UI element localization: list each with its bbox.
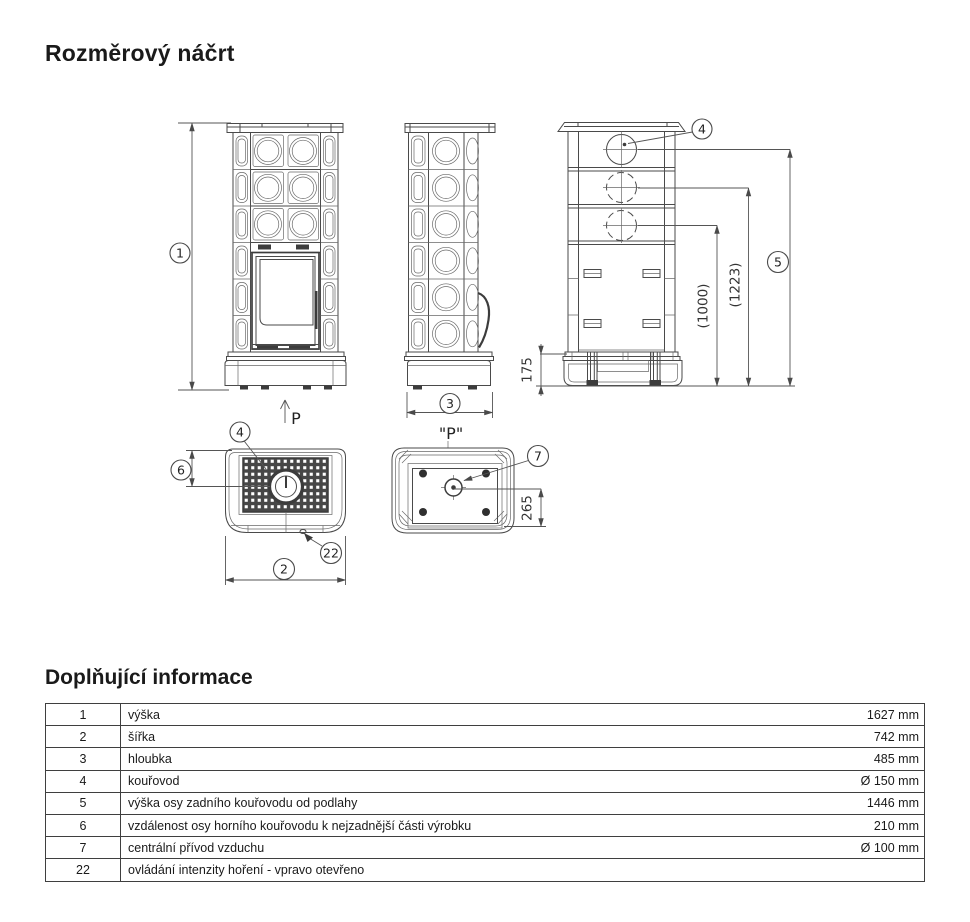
row-label: výška — [128, 707, 160, 722]
callout-4-rear-label: 4 — [698, 121, 706, 137]
dim-5 — [768, 150, 791, 387]
dim-175-label: 175 — [519, 357, 536, 383]
dim-1000 — [696, 226, 718, 387]
row-value: Ø 150 mm — [860, 774, 919, 789]
row-label: kouřovod — [128, 774, 180, 789]
central-air-inlet — [441, 475, 466, 500]
row-value: 485 mm — [873, 751, 919, 766]
row-value: Ø 100 mm — [860, 840, 919, 855]
callout-22 — [300, 530, 342, 564]
row-number: 1 — [46, 704, 121, 725]
row-number: 5 — [46, 793, 121, 814]
row-value: 210 mm — [873, 818, 919, 833]
callout-7-label: 7 — [534, 448, 542, 464]
page-title: Rozměrový náčrt — [45, 40, 235, 66]
table-row — [46, 748, 924, 770]
callout-22-label: 22 — [323, 545, 339, 561]
callout-7 — [464, 446, 549, 481]
row-number: 2 — [46, 726, 121, 747]
info-section-title: Doplňující informace — [45, 666, 253, 689]
row-value: 1446 mm — [866, 796, 919, 811]
row-label: šířka — [128, 729, 156, 744]
door-handle — [315, 291, 318, 329]
callout-6-label: 6 — [177, 462, 185, 478]
table-row — [46, 726, 924, 748]
row-number: 7 — [46, 837, 121, 858]
table-row — [46, 859, 924, 881]
rear-view — [520, 119, 796, 396]
p-view — [392, 424, 549, 533]
row-label: ovládání intenzity hoření - vpravo otevřeno — [128, 862, 365, 877]
row-label: výška osy zadního kouřovodu od podlahy — [128, 796, 358, 811]
dim-1223-label: (1223) — [727, 262, 744, 308]
callout-1-label: 1 — [176, 245, 184, 261]
callout-2-label: 2 — [280, 561, 288, 577]
dim-1223 — [728, 188, 749, 386]
door-handle-side — [478, 293, 489, 348]
row-label: centrální přívod vzduchu — [128, 840, 265, 855]
info-table — [45, 703, 925, 882]
top-view — [171, 422, 346, 585]
p-view-label: "P" — [438, 424, 464, 443]
callout-5-label: 5 — [774, 254, 782, 270]
row-number: 4 — [46, 771, 121, 792]
dim-265-label: 265 — [519, 495, 536, 521]
dim-265 — [454, 489, 546, 527]
table-row — [46, 704, 924, 726]
p-arrow-label: P — [291, 409, 301, 428]
table-row — [46, 771, 924, 793]
table-row — [46, 837, 924, 859]
row-number: 6 — [46, 815, 121, 836]
dim-1000-label: (1000) — [695, 283, 712, 329]
row-label: vzdálenost osy horního kouřovodu k nejzadnější části výrobku — [128, 818, 472, 833]
row-value: 1627 mm — [866, 707, 919, 722]
table-row — [46, 793, 924, 815]
row-label: hloubka — [128, 751, 172, 766]
row-number: 22 — [46, 859, 121, 880]
row-number: 3 — [46, 748, 121, 769]
front-view — [170, 123, 346, 428]
row-value: 742 mm — [873, 729, 919, 744]
table-row — [46, 815, 924, 837]
dim-175 — [520, 344, 568, 396]
view-direction-arrow — [281, 400, 302, 428]
smoke-outlets — [603, 132, 640, 244]
callout-3-label: 3 — [446, 396, 454, 411]
side-view — [405, 124, 496, 419]
callout-4-top-label: 4 — [236, 424, 244, 440]
stove-door — [251, 243, 321, 350]
